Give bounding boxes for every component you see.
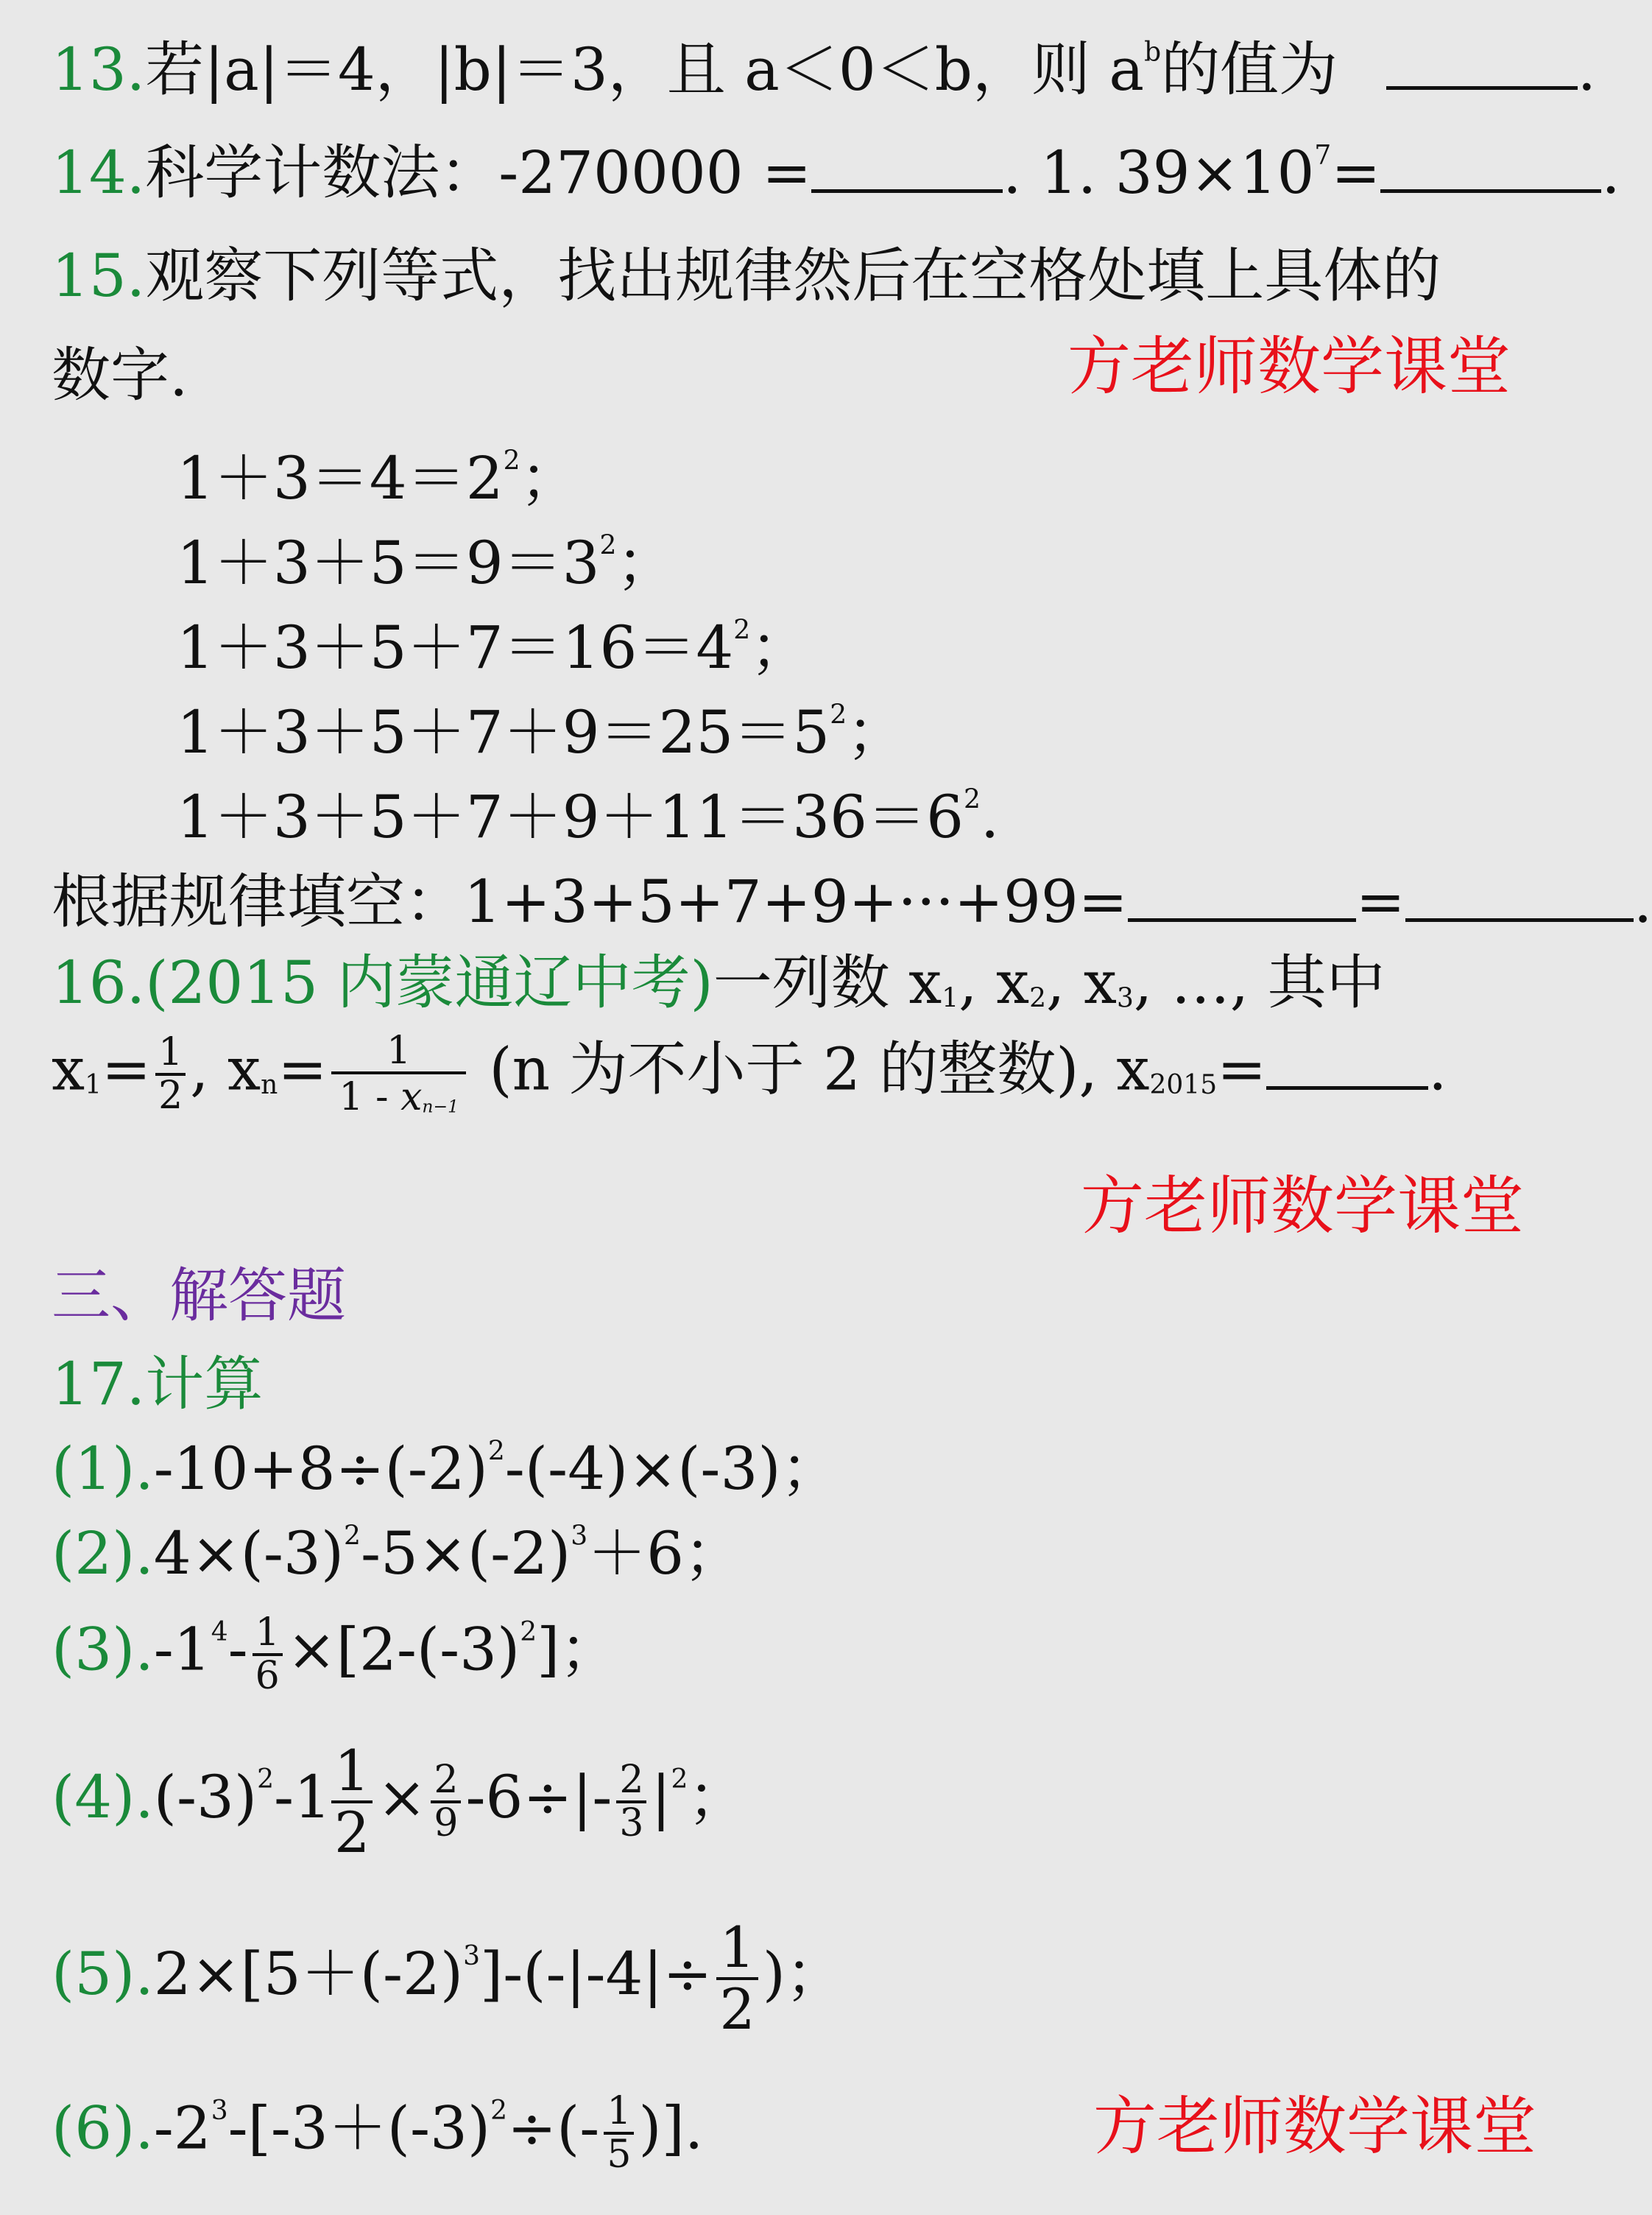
p6-fraction <box>604 2089 634 2177</box>
q16-end: . <box>1428 1035 1447 1104</box>
q16-sub-2015: 2015 <box>1149 1069 1218 1100</box>
question-17-title <box>52 1350 264 1418</box>
p4-md: 2 <box>331 1800 373 1862</box>
q15-line1: 观察下列等式，找出规律然后在空格处填上具体的 <box>145 242 1441 310</box>
question-15-line-1 <box>52 242 1441 310</box>
p6-fd: 5 <box>604 2132 634 2175</box>
p1-sup: 2 <box>487 1436 505 1467</box>
q14-end: . <box>1601 138 1620 207</box>
p4-gd: 3 <box>616 1800 646 1844</box>
q16-mid: , x <box>190 1035 261 1104</box>
q16-c2: , x <box>1046 948 1118 1017</box>
p4-mn: 1 <box>333 1738 370 1803</box>
q16-sub2: 2 <box>1029 983 1047 1014</box>
q16-half-num: 1 <box>158 1030 183 1074</box>
watermark-3: 方老师数学课堂 <box>1093 2090 1536 2163</box>
p5-fn: 1 <box>719 1915 755 1980</box>
q16-eq2: = <box>278 1035 328 1104</box>
eq4-end: ； <box>847 698 906 767</box>
q14-blank-1[interactable] <box>811 145 1003 193</box>
section-heading: 三、解答题 <box>52 1261 346 1330</box>
p4-f: ； <box>688 1762 747 1831</box>
q15-line2: 数字. <box>52 341 188 409</box>
q16-den-x: x <box>400 1074 423 1119</box>
p6-s2: 2 <box>490 2096 508 2126</box>
q15-fill <box>52 867 1652 936</box>
eq3-sup: 2 <box>733 615 751 646</box>
p2-s1: 2 <box>344 1521 361 1552</box>
p4-gn: 2 <box>619 1758 644 1803</box>
eq4-sup: 2 <box>830 700 847 730</box>
q17-number: 17. <box>52 1350 146 1418</box>
q16-source: (2015 内蒙通辽中考) <box>145 948 713 1017</box>
question-15-line-2 <box>52 341 188 409</box>
p5-s1: 3 <box>463 1941 481 1972</box>
q16-condition: (n 为不小于 2 的整数), x <box>470 1035 1150 1104</box>
q17-part-5 <box>52 1915 844 2042</box>
q16-c3: , …, 其中 <box>1133 948 1386 1017</box>
p4-mixed-fraction <box>331 1738 373 1865</box>
q17-part-2 <box>52 1519 744 1588</box>
q14-sup: 7 <box>1314 140 1332 171</box>
p5-c: )； <box>762 1939 844 2008</box>
p3-a: -1 <box>153 1615 211 1684</box>
q13-number: 13. <box>52 35 146 104</box>
p2-a: 4×(-3) <box>153 1519 345 1588</box>
p5-fd: 2 <box>716 1977 758 2039</box>
p3-label: (3). <box>52 1615 154 1684</box>
p2-b: -5×(-2) <box>360 1519 571 1588</box>
p4-label: (4). <box>52 1762 154 1831</box>
q16-sub1: 1 <box>942 983 959 1014</box>
p3-s2: 2 <box>520 1617 537 1647</box>
q13-text-b: 的值为 <box>1161 35 1338 104</box>
p6-c: ÷(- <box>507 2093 600 2163</box>
eq1-text: 1＋3＝4＝2 <box>177 444 504 513</box>
q16-c1: , x <box>959 948 1030 1017</box>
question-16-line-1 <box>52 948 1386 1017</box>
q16-text-a: 一列数 x <box>713 948 942 1017</box>
q16-half-fraction <box>155 1032 186 1116</box>
q16-frac-num: 1 <box>386 1029 412 1073</box>
eq1-end: ； <box>520 444 579 513</box>
p5-label: (5). <box>52 1939 154 2008</box>
q15-fill-text: 根据规律填空：1+3+5+7+9+···+99= <box>52 867 1128 936</box>
eq3-text: 1＋3＋5＋7＝16＝4 <box>177 613 734 682</box>
q16-eq3: = <box>1217 1035 1267 1104</box>
watermark-2: 方老师数学课堂 <box>1081 1169 1524 1243</box>
eq5-sup: 2 <box>963 784 981 815</box>
p6-label: (6). <box>52 2093 154 2163</box>
q15-blank-2[interactable] <box>1405 874 1634 922</box>
p3-d: ]； <box>537 1615 619 1684</box>
q16-sub3: 3 <box>1117 983 1134 1014</box>
q13-blank[interactable] <box>1386 42 1578 90</box>
eq2-end: ； <box>616 529 676 597</box>
p6-a: -2 <box>153 2093 211 2163</box>
p6-b: -[-3＋(-3) <box>227 2093 491 2163</box>
q13-end: . <box>1577 35 1597 104</box>
p4-b: -1 <box>274 1762 331 1831</box>
p4-c: × <box>377 1762 427 1831</box>
p3-fd: 6 <box>253 1653 283 1697</box>
q14-blank-2[interactable] <box>1380 145 1601 193</box>
eq4-text: 1＋3＋5＋7＋9＝25＝5 <box>177 698 830 767</box>
p4-d: -6÷|- <box>465 1762 613 1831</box>
p5-fraction <box>716 1915 758 2042</box>
p1-rest: -(-4)×(-3)； <box>504 1434 840 1503</box>
q17-part-4 <box>52 1738 747 1865</box>
q17-part-3 <box>52 1610 619 1698</box>
question-14 <box>52 138 1620 207</box>
q15-number: 15. <box>52 242 146 310</box>
q17-title: 计算 <box>145 1350 264 1418</box>
q16-eq1: = <box>102 1035 152 1104</box>
p4-s1: 2 <box>257 1764 275 1795</box>
q16-den-sub: n−1 <box>422 1096 459 1117</box>
q15-eq-sign: = <box>1355 867 1405 936</box>
p4-fd: 9 <box>431 1800 461 1844</box>
q15-eq-5 <box>177 783 1000 851</box>
q16-number: 16. <box>52 948 146 1017</box>
q16-den-a: 1 - <box>339 1074 401 1119</box>
q15-eq-2 <box>177 529 676 597</box>
eq5-end: . <box>980 783 1000 851</box>
watermark-1: 方老师数学课堂 <box>1067 330 1511 404</box>
p3-fraction <box>253 1610 283 1698</box>
eq5-text: 1＋3＋5＋7＋9＋11＝36＝6 <box>177 783 964 851</box>
p5-b: ]-(-|-4|÷ <box>480 1939 713 2008</box>
p4-a: (-3) <box>153 1762 258 1831</box>
eq2-text: 1＋3＋5＝9＝3 <box>177 529 600 597</box>
p3-c: ×[2-(-3) <box>286 1615 520 1684</box>
p6-fn: 1 <box>607 2089 632 2133</box>
q15-eq-1 <box>177 444 579 513</box>
p2-c: ＋6； <box>587 1519 744 1588</box>
q15-eq-4 <box>177 698 906 767</box>
q16-recursive-fraction <box>331 1031 466 1117</box>
p4-fraction-1 <box>431 1760 461 1843</box>
q16-frac-den <box>331 1071 466 1118</box>
q14-text-b: . 1. 39×10 <box>1003 138 1315 207</box>
question-13 <box>52 35 1597 104</box>
q15-end: . <box>1633 867 1652 936</box>
eq1-sup: 2 <box>503 446 520 476</box>
p5-a: 2×[5＋(-2) <box>153 1939 464 2008</box>
q15-eq-3 <box>177 613 810 682</box>
p3-fn: 1 <box>255 1610 280 1655</box>
p2-s2: 3 <box>571 1521 588 1552</box>
q14-text-a: 科学计数法：-270000 = <box>145 138 812 207</box>
p3-s1: 4 <box>211 1617 228 1647</box>
q16-n-sub: n <box>261 1069 278 1100</box>
q17-part-6 <box>52 2089 704 2177</box>
p2-label: (2). <box>52 1519 154 1588</box>
p6-s1: 3 <box>211 2096 228 2126</box>
q13-sup: b <box>1144 37 1162 68</box>
question-16-line-2 <box>52 1031 1447 1117</box>
q14-text-c: = <box>1331 138 1381 207</box>
p6-d: )]. <box>638 2093 704 2163</box>
p4-fraction-2 <box>616 1760 646 1843</box>
p4-s2: 2 <box>671 1764 688 1795</box>
p4-fn: 2 <box>434 1758 459 1803</box>
p4-e: | <box>651 1762 671 1831</box>
q17-part-1 <box>52 1434 840 1503</box>
eq3-end: ； <box>750 613 810 682</box>
p1-text: -10+8÷(-2) <box>153 1434 488 1503</box>
q16-half-den: 2 <box>155 1073 186 1116</box>
eq2-sup: 2 <box>599 530 617 561</box>
q16-x1: x <box>52 1035 85 1104</box>
q16-x1-sub: 1 <box>85 1069 102 1100</box>
q13-text-a: 若|a|＝4，|b|＝3，且 a＜0＜b，则 a <box>145 35 1145 104</box>
p3-b: - <box>227 1615 248 1684</box>
p1-label: (1). <box>52 1434 154 1503</box>
q16-blank[interactable] <box>1266 1042 1428 1090</box>
q14-number: 14. <box>52 138 146 207</box>
q15-blank-1[interactable] <box>1128 874 1356 922</box>
